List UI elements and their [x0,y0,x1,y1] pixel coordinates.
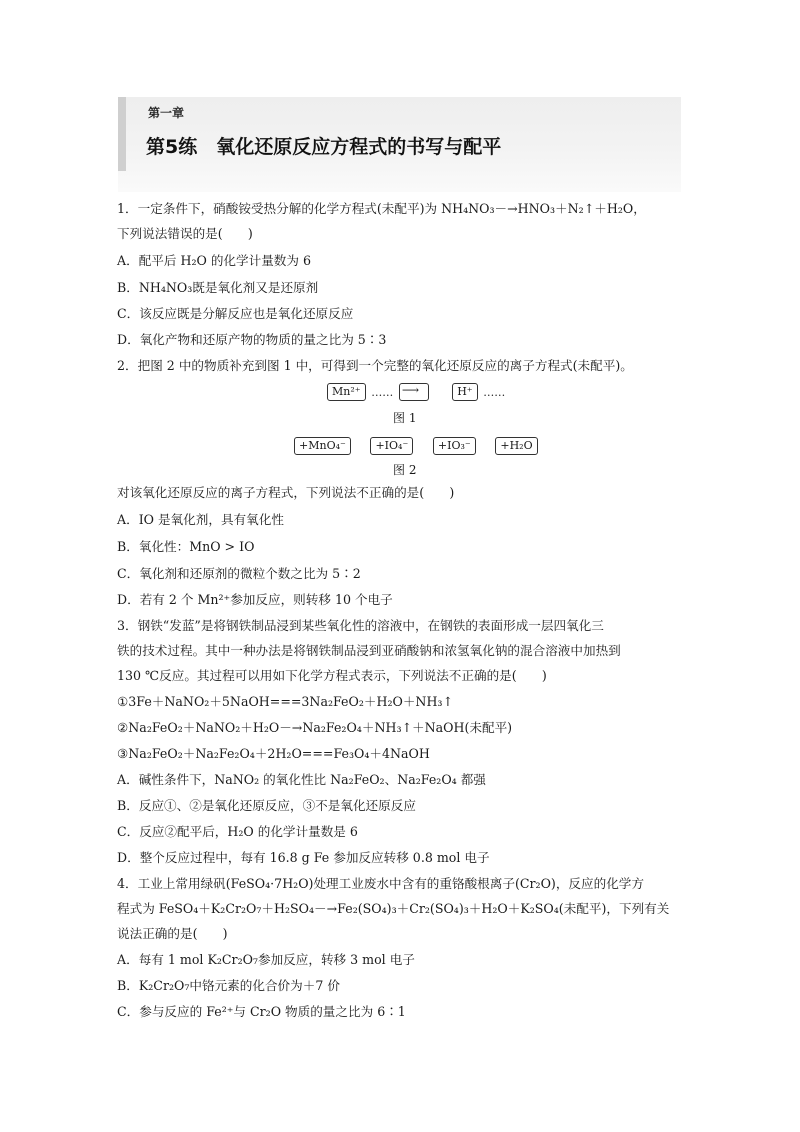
figure2-item-io4: +IO₄⁻ [370,437,413,455]
q3-option-a: A．碱性条件下，NaNO₂ 的氧化性比 Na₂FeO₂、Na₂Fe₂O₄ 都强 [117,772,486,787]
q3-option-c: C．反应②配平后，H₂O 的化学计量数是 6 [117,824,358,839]
page-title: 第5练 氧化还原反应方程式的书写与配平 [146,136,502,158]
figure1-dots-1: …… [371,385,394,399]
q2-option-d: D．若有 2 个 Mn²⁺参加反应，则转移 10 个电子 [117,592,393,607]
q1-option-b: B．NH₄NO₃既是氧化剂又是还原剂 [117,280,319,295]
figure1-box-h: H⁺ [452,383,477,401]
q3-equation-2: ②Na₂FeO₂＋NaNO₂＋H₂O－→Na₂Fe₂O₄＋NH₃↑＋NaOH(未配平) [117,720,513,735]
q3-option-d: D．整个反应过程中，每有 16.8 g Fe 参加反应转移 0.8 mol 电子 [117,850,490,865]
chapter-label: 第一章 [148,106,185,120]
q2-option-b: B．氧化性：MnO > IO [117,539,255,554]
figure2-caption: 图 2 [393,463,417,477]
figure1-dots-2: …… [483,385,506,399]
figure2-item-mno4: +MnO₄⁻ [294,437,351,455]
q3-equation-3: ③Na₂FeO₂＋Na₂Fe₂O₄＋2H₂O===Fe₃O₄＋4NaOH [117,746,430,761]
q3-equation-1: ①3Fe＋NaNO₂＋5NaOH===3Na₂FeO₂＋H₂O＋NH₃↑ [117,694,454,709]
figure1-caption: 图 1 [393,411,417,425]
figure-1 [327,383,507,401]
figure2-item-h2o: +H₂O [495,437,537,455]
q3-option-b: B．反应①、②是氧化还原反应，③不是氧化还原反应 [117,798,416,813]
header-accent-bar [118,97,126,171]
q2-option-a: A．IO 是氧化剂，具有氧化性 [117,512,284,527]
figure1-box-mn: Mn²⁺ [327,383,366,401]
q2-option-c: C．氧化剂和还原剂的微粒个数之比为 5∶2 [117,566,361,581]
q1-option-d: D．氧化产物和还原产物的物质的量之比为 5∶3 [117,332,387,347]
q1-stem-line1: 1．一定条件下，硝酸铵受热分解的化学方程式(未配平)为 NH₄NO₃－→HNO₃＋N₂↑＋H₂O， [117,201,646,216]
q4-stem-line3: 说法正确的是( ) [117,926,228,941]
q4-stem-line1: 4．工业上常用绿矾(FeSO₄·7H₂O)处理工业废水中含有的重铬酸根离子(Cr₂O)，反应的化学方 [117,876,644,891]
q4-stem-line2: 程式为 FeSO₄＋K₂Cr₂O₇＋H₂SO₄－→Fe₂(SO₄)₃＋Cr₂(SO₄)₃＋H₂O＋K₂SO₄(未配平)，下列有关 [117,901,670,916]
q2-stem: 2．把图 2 中的物质补充到图 1 中，可得到一个完整的氧化还原反应的离子方程式(未配平)。 [117,358,633,373]
figure-2 [294,437,538,455]
arrow-icon: ⟶ [401,383,420,397]
q4-option-b: B．K₂Cr₂O₇中铬元素的化合价为＋7 价 [117,978,340,993]
q3-stem-line2: 铁的技术过程。其中一种办法是将钢铁制品浸到亚硝酸钠和浓氢氧化钠的混合溶液中加热到 [117,643,621,658]
figure1-arrow-box [399,383,429,401]
q4-option-a: A．每有 1 mol K₂Cr₂O₇参加反应，转移 3 mol 电子 [117,952,415,967]
q1-stem-line2: 下列说法错误的是( ) [117,226,253,241]
q1-option-a: A．配平后 H₂O 的化学计量数为 6 [117,253,312,268]
q2-prompt: 对该氧化还原反应的离子方程式，下列说法不正确的是( ) [117,485,455,500]
q3-stem-line1: 3．钢铁“发蓝”是将钢铁制品浸到某些氧化性的溶液中，在钢铁的表面形成一层四氧化三 [117,618,604,633]
q4-option-c: C．参与反应的 Fe²⁺与 Cr₂O 物质的量之比为 6∶1 [117,1004,406,1019]
q1-option-c: C．该反应既是分解反应也是氧化还原反应 [117,306,354,321]
figure2-item-io3: +IO₃⁻ [433,437,476,455]
q3-stem-line3: 130 ℃反应。其过程可以用如下化学方程式表示，下列说法不正确的是( ) [117,668,547,683]
